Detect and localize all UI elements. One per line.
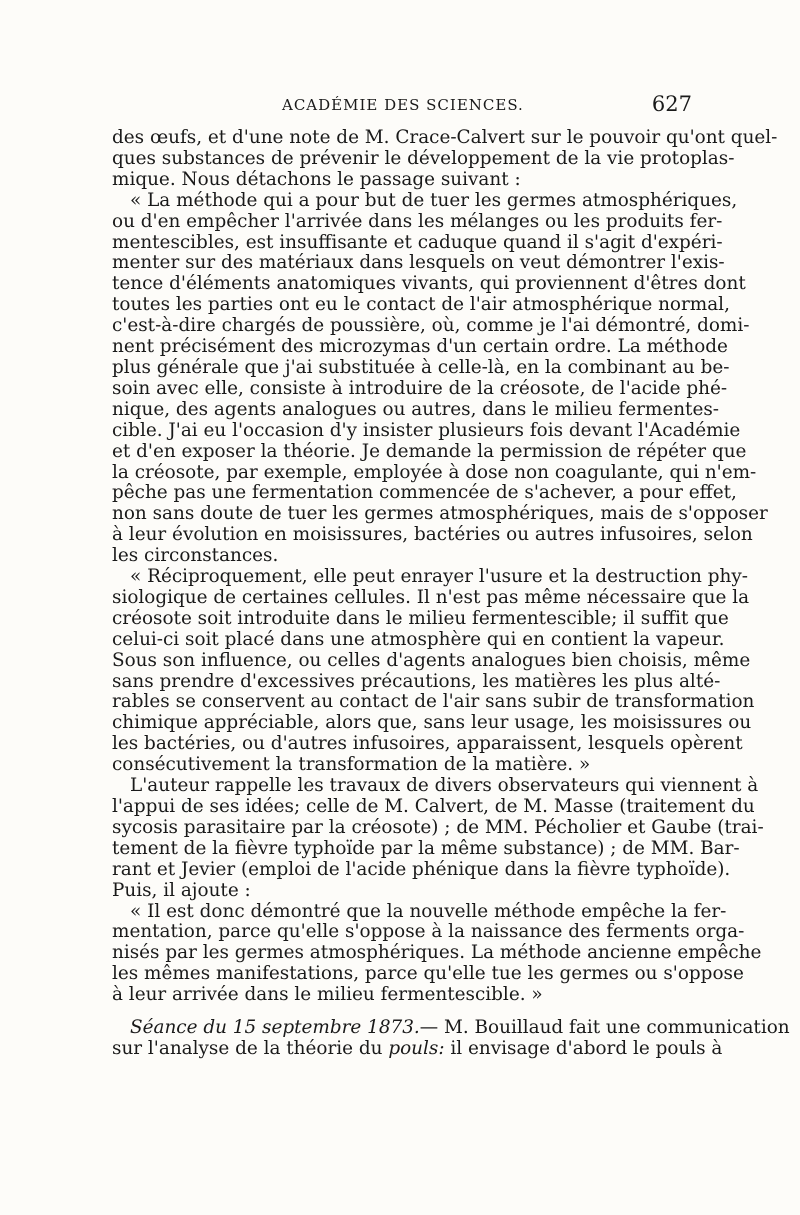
text-line: toutes les parties ont eu le contact de l'air atmosphérique normal, [112,294,730,316]
text-line: nisés par les germes atmosphériques. La méthode ancienne empêche [112,942,762,964]
text-line: « Il est donc démontré que la nouvelle méthode empêche la fer- [130,900,727,922]
text-line: sans prendre d'excessives précautions, les matières les plus alté- [112,670,721,692]
running-title: ACADÉMIE DES SCIENCES. [282,96,524,114]
text-line: tement de la fièvre typhoïde par la même substance) ; de MM. Bar- [112,837,740,859]
text-line: les bactéries, ou d'autres infusoires, apparaissent, lesquels opèrent [112,733,743,755]
text-line: chimique appréciable, alors que, sans leur usage, les moisissures ou [112,712,752,734]
text-line: à leur arrivée dans le milieu fermentescible. » [112,984,543,1006]
text-line: la créosote, par exemple, employée à dose non coagulante, qui n'em- [112,461,757,483]
text-line: mentation, parce qu'elle s'oppose à la naissance des ferments orga- [112,921,745,943]
text-line: Puis, il ajoute : [112,879,251,901]
text-line: rables se conservent au contact de l'air sans subir de transformation [112,691,755,713]
seance-intro: — M. Bouillaud fait une communication [419,1017,790,1039]
text-line: des œufs, et d'une note de M. Crace-Calvert sur le pouvoir qu'ont quel- [112,127,778,148]
seance-line-2c: il envisage d'abord le pouls à [444,1037,723,1059]
text-line: « La méthode qui a pour but de tuer les germes atmosphériques, [130,189,738,211]
text-line: rant et Jevier (emploi de l'acide phénique dans la fièvre typhoïde). [112,858,731,880]
page-number: 627 [651,92,692,116]
text-line: à leur évolution en moisissures, bactéries ou autres infusoires, selon [112,524,753,546]
text-line: l'appui de ses idées; celle de M. Calvert, de M. Masse (traitement du [112,796,755,817]
text-line: créosote soit introduite dans le milieu fermentescible; il suffit que [112,607,729,629]
text-line: mentescibles, est insuffisante et caduque quand il s'agit d'expéri- [112,231,723,253]
text-line: siologique de certaines cellules. Il n'est pas même nécessaire que la [112,586,750,608]
body-text [112,127,778,1006]
seance-line-1 [112,1017,790,1039]
seance-line-2a: sur l'analyse de la théorie du [112,1037,389,1059]
text-line: Sous son influence, ou celles d'agents analogues bien choisis, même [112,649,751,671]
text-line: plus générale que j'ai substituée à celle-là, en la combinant au be- [112,356,730,378]
text-line: ou d'en empêcher l'arrivée dans les mélanges ou les produits fer- [112,210,723,232]
text-line: c'est-à-dire chargés de poussière, où, comme je l'ai démontré, domi- [112,315,750,337]
text-line: nent précisément des microzymas d'un certain ordre. La méthode [112,336,728,358]
text-line: cible. J'ai eu l'occasion d'y insister plusieurs fois devant l'Académie [112,419,741,441]
text-line: mique. Nous détachons le passage suivant : [112,168,521,190]
text-line: pêche pas une fermentation commencée de s'achever, a pour effet, [112,482,737,504]
seance-paragraph [112,1017,790,1060]
text-line: consécutivement la transformation de la matière. » [112,754,591,776]
text-line: sycosis parasitaire par la créosote) ; de MM. Pécholier et Gaube (trai- [112,816,764,838]
seance-pouls: pouls: [388,1037,445,1059]
text-line: soin avec elle, consiste à introduire de la créosote, de l'acide phé- [112,377,728,399]
text-line: celui-ci soit placé dans une atmosphère qui en contient la vapeur. [112,628,725,650]
text-line: menter sur des matériaux dans lesquels on veut démontrer l'exis- [112,252,725,274]
text-line: nique, des agents analogues ou autres, dans le milieu fermentes- [112,398,719,420]
running-header [112,92,692,128]
text-line: les mêmes manifestations, parce qu'elle tue les germes ou s'oppose [112,963,744,985]
text-line: L'auteur rappelle les travaux de divers observateurs qui viennent à [130,775,759,797]
page [112,92,790,1060]
text-line: et d'en exposer la théorie. Je demande la permission de répéter que [112,440,747,462]
seance-date: Séance du 15 septembre 1873. [130,1017,420,1039]
text-line: tence d'éléments anatomiques vivants, qui proviennent d'êtres dont [112,273,746,295]
text-line: « Réciproquement, elle peut enrayer l'usure et la destruction phy- [130,566,748,588]
text-line: ques substances de prévenir le développement de la vie protoplas- [112,147,735,169]
text-line: non sans doute de tuer les germes atmosphériques, mais de s'opposer [112,503,768,525]
text-line: les circonstances. [112,545,279,567]
seance-line-2 [112,1037,723,1060]
